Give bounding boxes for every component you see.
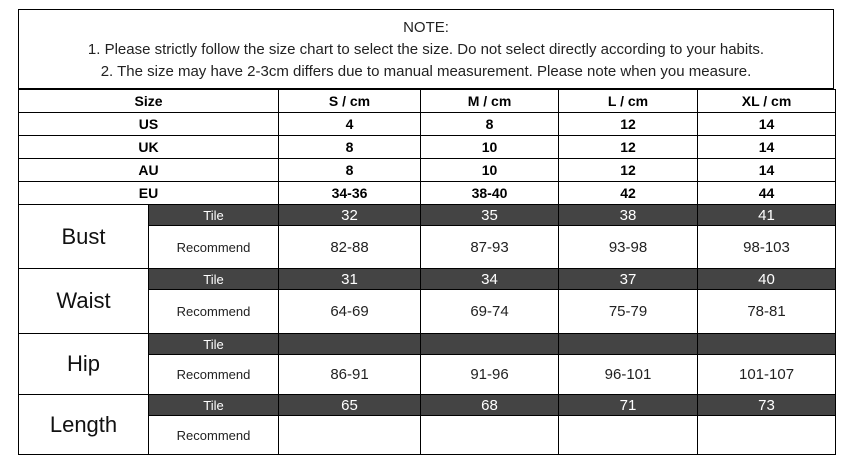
- tile-cell: [421, 334, 559, 355]
- size-cell: 14: [698, 113, 836, 136]
- tile-cell: 71: [559, 395, 698, 416]
- note-title: NOTE:: [403, 19, 449, 36]
- size-cell: 8: [421, 113, 559, 136]
- size-cell: 8: [279, 136, 421, 159]
- size-header-xl: XL / cm: [698, 90, 836, 113]
- recommend-cell: [279, 416, 421, 455]
- note-line-2: 2. The size may have 2-3cm differs due to manual measurement. Please note when you measure.: [100, 63, 752, 80]
- size-header-s: S / cm: [279, 90, 421, 113]
- recommend-label: Recommend: [149, 416, 279, 455]
- size-header-m: M / cm: [421, 90, 559, 113]
- tile-cell: 41: [698, 205, 836, 226]
- recommend-cell: 69-74: [421, 290, 559, 334]
- length-label: Length: [19, 395, 149, 455]
- note-line-1: 1. Please strictly follow the size chart to select the size. Do not select directly according to your habits.: [87, 41, 765, 58]
- size-cell: 34-36: [279, 182, 421, 205]
- bust-tile-row: [19, 205, 836, 226]
- size-chart: [18, 9, 835, 461]
- size-row-label: US: [19, 113, 279, 136]
- size-cell: 38-40: [421, 182, 559, 205]
- size-cell: 10: [421, 159, 559, 182]
- size-row-uk: [19, 136, 836, 159]
- tile-cell: 32: [279, 205, 421, 226]
- size-cell: 14: [698, 159, 836, 182]
- size-row-label: EU: [19, 182, 279, 205]
- recommend-label: Recommend: [149, 226, 279, 269]
- recommend-cell: 87-93: [421, 226, 559, 269]
- hip-label: Hip: [19, 334, 149, 395]
- hip-tile-row: [19, 334, 836, 355]
- tile-cell: 40: [698, 269, 836, 290]
- waist-tile-row: [19, 269, 836, 290]
- recommend-cell: 78-81: [698, 290, 836, 334]
- size-cell: 44: [698, 182, 836, 205]
- size-header-row: [19, 90, 836, 113]
- size-row-us: [19, 113, 836, 136]
- tile-label: Tile: [149, 205, 279, 226]
- recommend-cell: 101-107: [698, 355, 836, 395]
- size-row-label: AU: [19, 159, 279, 182]
- size-cell: 10: [421, 136, 559, 159]
- tile-cell: 34: [421, 269, 559, 290]
- size-cell: 12: [559, 136, 698, 159]
- recommend-cell: 75-79: [559, 290, 698, 334]
- recommend-cell: 96-101: [559, 355, 698, 395]
- recommend-cell: [421, 416, 559, 455]
- recommend-cell: 86-91: [279, 355, 421, 395]
- tile-cell: 35: [421, 205, 559, 226]
- recommend-cell: 82-88: [279, 226, 421, 269]
- tile-label: Tile: [149, 269, 279, 290]
- tile-cell: [279, 334, 421, 355]
- length-tile-row: [19, 395, 836, 416]
- recommend-cell: [698, 416, 836, 455]
- size-row-au: [19, 159, 836, 182]
- waist-label: Waist: [19, 269, 149, 334]
- tile-cell: [559, 334, 698, 355]
- note-box: [18, 9, 834, 89]
- recommend-cell: [559, 416, 698, 455]
- size-cell: 12: [559, 159, 698, 182]
- size-cell: 8: [279, 159, 421, 182]
- tile-cell: 31: [279, 269, 421, 290]
- size-cell: 14: [698, 136, 836, 159]
- size-cell: 4: [279, 113, 421, 136]
- tile-cell: [698, 334, 836, 355]
- tile-cell: 73: [698, 395, 836, 416]
- recommend-label: Recommend: [149, 290, 279, 334]
- size-row-eu: [19, 182, 836, 205]
- bust-label: Bust: [19, 205, 149, 269]
- recommend-cell: 98-103: [698, 226, 836, 269]
- recommend-cell: 93-98: [559, 226, 698, 269]
- recommend-cell: 91-96: [421, 355, 559, 395]
- size-table: [18, 89, 836, 455]
- tile-label: Tile: [149, 334, 279, 355]
- tile-cell: 65: [279, 395, 421, 416]
- tile-label: Tile: [149, 395, 279, 416]
- size-header-label: Size: [19, 90, 279, 113]
- tile-cell: 37: [559, 269, 698, 290]
- tile-cell: 68: [421, 395, 559, 416]
- size-header-l: L / cm: [559, 90, 698, 113]
- size-cell: 42: [559, 182, 698, 205]
- size-cell: 12: [559, 113, 698, 136]
- recommend-cell: 64-69: [279, 290, 421, 334]
- tile-cell: 38: [559, 205, 698, 226]
- size-row-label: UK: [19, 136, 279, 159]
- recommend-label: Recommend: [149, 355, 279, 395]
